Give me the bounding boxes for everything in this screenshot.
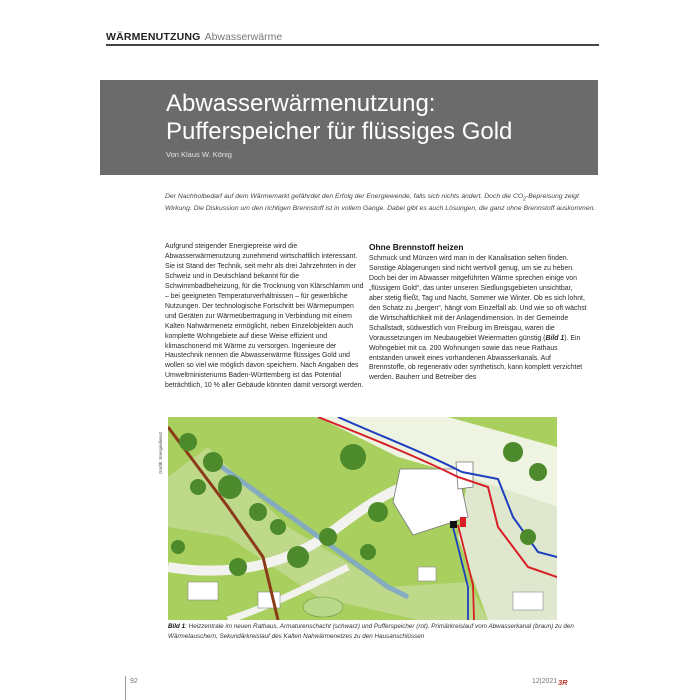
title-box bbox=[100, 80, 598, 175]
lead-part-a: Der Nachholbedarf auf dem Wärmemarkt gefährdet den Erfolg der Energiewende, falls sich nichts ändert. Doch die CO bbox=[165, 193, 524, 200]
fitting-shaft bbox=[450, 521, 457, 528]
body-right-text bbox=[369, 254, 587, 383]
house-4 bbox=[418, 567, 436, 581]
page-number: 92 bbox=[130, 678, 138, 685]
section-header bbox=[106, 30, 599, 44]
tree bbox=[270, 519, 286, 535]
tree bbox=[203, 452, 223, 472]
header-rule bbox=[106, 44, 599, 46]
kicker-sub: Abwasserwärme bbox=[204, 31, 283, 43]
section-heading: Ohne Brennstoff heizen bbox=[369, 242, 464, 252]
tree bbox=[249, 503, 267, 521]
figure-reference: Bild 1 bbox=[545, 334, 565, 342]
credit-text: Grafik: Energiedienst bbox=[158, 431, 163, 474]
footer-rule bbox=[125, 676, 126, 700]
body-left-text: Aufgrund steigender Energiepreise wird die Abwasserwärmenutzung zunehmend wirtschaftlich interessant. Sie ist Stand der Technik, seit mehr als drei Jahrzehnten in der Schweiz und in Deutschland bekannt für die Schwimmbadbeheizung, für die Trocknung von Klärschlamm und – bei geeigneten Temperaturverhältnissen – für gewerbliche Nutzungen. Der technologische Fortschritt bei Wärmepumpen und Geräten zur Wärmeübertragung in Verbindung mit einem Kalten Nahwärmenetz ermöglicht, neben Einzelobjekten auch komplette Wohngebiete auf diese Weise effizient und klimaschonend mit Wärme zu versorgen. Ingenieure der Haustechnik nennen die Abwasserwärme flüssiges Gold und wollen so viel wie möglich davon speichern. Nach Angaben des Umweltministeriums Baden-Württemberg ist das Potential beträchtlich, 10 % aller Gebäude könnten damit versorgt werden. bbox=[165, 243, 364, 390]
lead-subscript: 2 bbox=[523, 196, 526, 203]
lead-part-b: -Bepreisung zeigt Wirkung. Die Diskussion um den richtigen Brennstoff ist in vollem Gange. Dabei gibt es auch Lösungen, die ganz ohne Brennstoff auskommen. bbox=[165, 193, 596, 213]
body-right-part-a: Schmuck und Münzen wird man in der Kanalisation selten finden. Sonstige Ablagerungen sind nicht wertvoll genug, um sie zu heben. Doch bei der im Abwasser mitgeführten Wärme sprechen einige von „flüssigem Gold“, das unter unseren Siedlungsgebieten unsichtbar, aber stetig fließt, Tag und Nacht, Sommer wie Winter. Ob es sich lohnt, den Schatz zu „bergen“, hängt vom Einzelfall ab. Und wie so oft wächst die Wirtschaftlichkeit mit der Anlagendimension. In der Gemeinde Schallstadt, südwestlich von Freiburg im Breisgau, waren die Voraussetzungen im Neubaugebiet Weiermatten günstig ( bbox=[369, 255, 587, 342]
tree bbox=[520, 529, 536, 545]
figure-caption bbox=[168, 622, 588, 641]
site-plan-illustration bbox=[168, 417, 557, 620]
lead-paragraph bbox=[165, 192, 600, 214]
kicker-bold: WÄRMENUTZUNG bbox=[106, 31, 201, 43]
publication-logo: 3R bbox=[558, 678, 568, 687]
section-kicker bbox=[106, 30, 599, 44]
tree bbox=[360, 544, 376, 560]
tree bbox=[190, 479, 206, 495]
title-line-2: Pufferspeicher für flüssiges Gold bbox=[166, 118, 513, 145]
annex-building bbox=[456, 462, 473, 489]
house-2 bbox=[258, 592, 280, 608]
house-3 bbox=[513, 592, 543, 610]
article-title bbox=[166, 90, 586, 146]
author-line: Von Klaus W. König bbox=[166, 150, 232, 159]
caption-text: : Heizzentrale im neuen Rathaus, Armaturenschacht (schwarz) und Pufferspeicher (rot). Primärkreislauf vom Abwasserkanal (braun) zu den Wärmetauschern, Sekundärkreislauf des Kalten Nahwärmenetzes zu den Hausanschlüssen bbox=[168, 623, 574, 640]
tree bbox=[179, 433, 197, 451]
tree bbox=[319, 528, 337, 546]
playground bbox=[303, 597, 343, 617]
house-1 bbox=[188, 582, 218, 600]
tree bbox=[171, 540, 185, 554]
buffer-tank bbox=[460, 517, 466, 527]
caption-label: Bild 1 bbox=[168, 623, 186, 630]
body-right-part-b: ). Ein Wohngebiet mit ca. 200 Wohnungen sowie das neue Rathaus entstanden unweit eines vorhandenen Abwasserkanals. Auf Brennstoffe, ob regenerativ oder synthetisch, kann komplett verzichtet werden. Bauherr und Betreiber des bbox=[369, 334, 583, 382]
figure-credit bbox=[158, 420, 166, 475]
tree bbox=[340, 444, 366, 470]
tree bbox=[287, 546, 309, 568]
tree bbox=[503, 442, 523, 462]
tree bbox=[368, 502, 388, 522]
tree bbox=[529, 463, 547, 481]
site-plan-figure bbox=[168, 417, 557, 620]
issue-number: 12|2021 bbox=[532, 678, 558, 685]
body-column-left bbox=[165, 242, 365, 391]
body-column-right bbox=[369, 242, 587, 383]
title-line-1: Abwasserwärmenutzung: bbox=[166, 90, 436, 117]
tree bbox=[229, 558, 247, 576]
tree bbox=[218, 475, 242, 499]
